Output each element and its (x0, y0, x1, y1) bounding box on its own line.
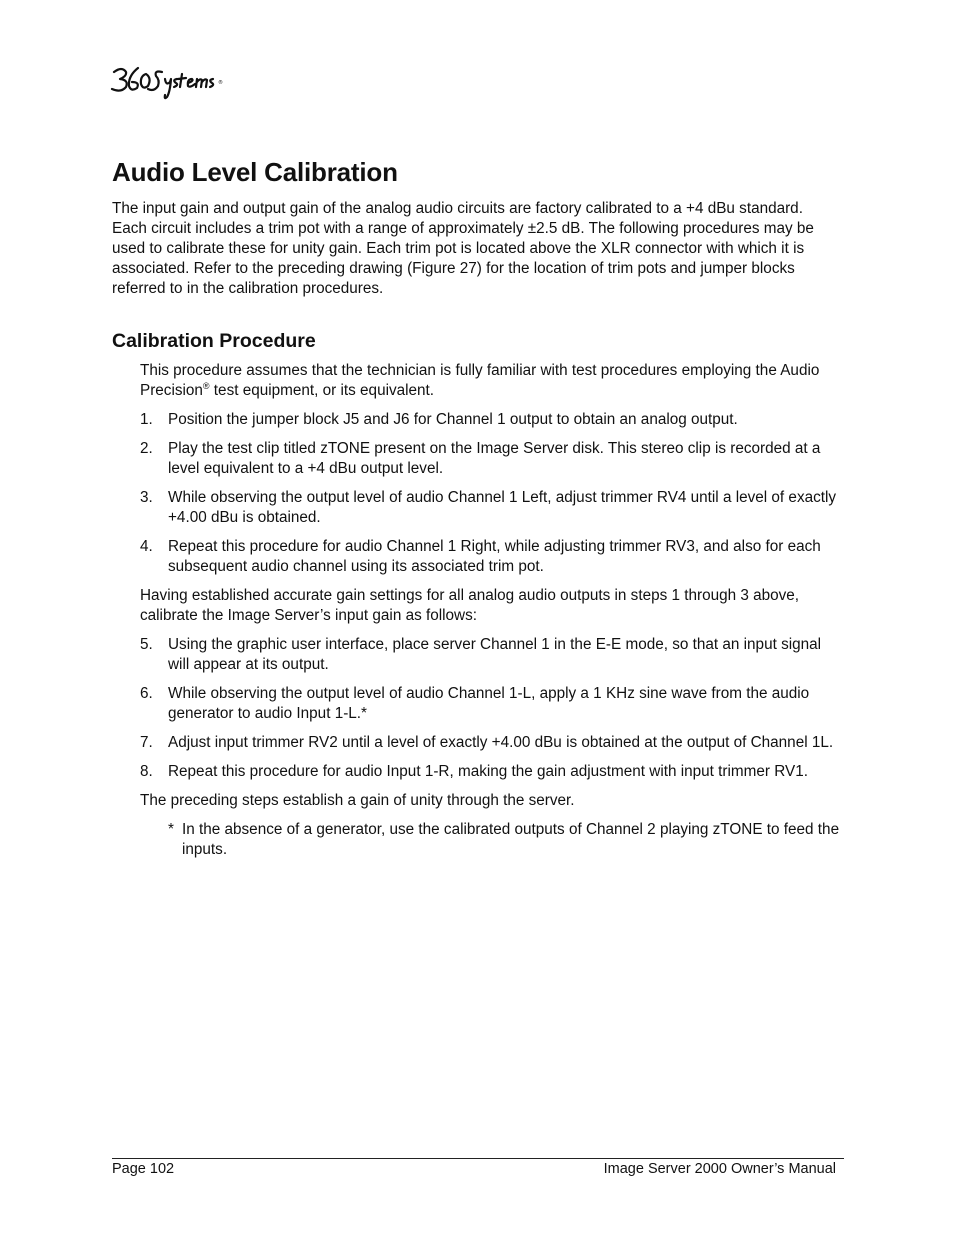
step-number: 3. (140, 489, 153, 506)
step-item (140, 635, 842, 675)
manual-title: Image Server 2000 Owner’s Manual (603, 1161, 836, 1177)
step-number: 6. (140, 685, 153, 702)
brand-logo (110, 62, 230, 102)
page-content (112, 155, 842, 860)
footnote (168, 820, 842, 860)
step-item (140, 439, 842, 479)
step-text: While observing the output level of audio Channel 1 Left, adjust trimmer RV4 until a level of exactly +4.00 dBu is obtained. (168, 489, 837, 526)
step-text: Repeat this procedure for audio Channel 1 Right, while adjusting trimmer RV3, and also for each subsequent audio channel using its associated trim pot. (168, 538, 821, 575)
steps-list-input (140, 635, 842, 782)
step-number: 2. (140, 440, 153, 457)
intro-paragraph: The input gain and output gain of the analog audio circuits are factory calibrated to a +4 dBu standard. Each circuit includes a trim pot with a range of approximately ±2.5 dB. The following procedures may be used to calibrate these for unity gain. Each trim pot is located above the XLR connector with which it is associated. Refer to the preceding drawing (Figure 27) for the location of trim pots and jumper blocks referred to in the calibration procedures. (112, 200, 814, 297)
registered-superscript: ® (202, 381, 210, 391)
footnote-mark: * (168, 821, 174, 838)
lead-text-part1: This procedure assumes that the technician is fully familiar with test procedures employing the Audio Precision (140, 362, 820, 399)
step-item (140, 762, 842, 782)
page-title: Audio Level Calibration (112, 157, 398, 187)
steps-list-output (140, 410, 842, 577)
step-text: While observing the output level of audio Channel 1-L, apply a 1 KHz sine wave from the audio generator to audio Input 1-L.* (168, 685, 810, 722)
step-item (140, 537, 842, 577)
section-heading: Calibration Procedure (112, 330, 316, 352)
lead-text-part2: test equipment, or its equivalent. (209, 382, 435, 399)
page-number: Page 102 (112, 1161, 175, 1177)
step-item (140, 684, 842, 724)
step-text: Repeat this procedure for audio Input 1-R, making the gain adjustment with input trimmer RV1. (168, 763, 808, 780)
middle-paragraph: Having established accurate gain settings for all analog audio outputs in steps 1 through 3 above, calibrate the Image Server’s input gain as follows: (140, 587, 800, 624)
step-text: Play the test clip titled zTONE present on the Image Server disk. This stereo clip is recorded at a level equivalent to a +4 dBu output level. (168, 440, 821, 477)
step-item (140, 733, 842, 753)
step-item (140, 410, 842, 430)
footnote-text: In the absence of a generator, use the calibrated outputs of Channel 2 playing zTONE to feed the inputs. (182, 821, 840, 858)
section-lead-paragraph (140, 361, 842, 401)
step-text: Position the jumper block J5 and J6 for Channel 1 output to obtain an analog output. (168, 411, 738, 428)
closing-paragraph: The preceding steps establish a gain of unity through the server. (140, 792, 575, 809)
step-number: 7. (140, 734, 153, 751)
step-item (140, 488, 842, 528)
footer-divider (112, 1158, 844, 1159)
registered-mark: ® (218, 80, 223, 86)
step-text: Adjust input trimmer RV2 until a level of exactly +4.00 dBu is obtained at the output of Channel 1L. (168, 734, 834, 751)
step-number: 1. (140, 411, 153, 428)
step-text: Using the graphic user interface, place server Channel 1 in the E-E mode, so that an input signal will appear at its output. (168, 636, 822, 673)
step-number: 5. (140, 636, 153, 653)
step-number: 8. (140, 763, 153, 780)
step-number: 4. (140, 538, 153, 555)
brand-logo-text (110, 62, 230, 102)
